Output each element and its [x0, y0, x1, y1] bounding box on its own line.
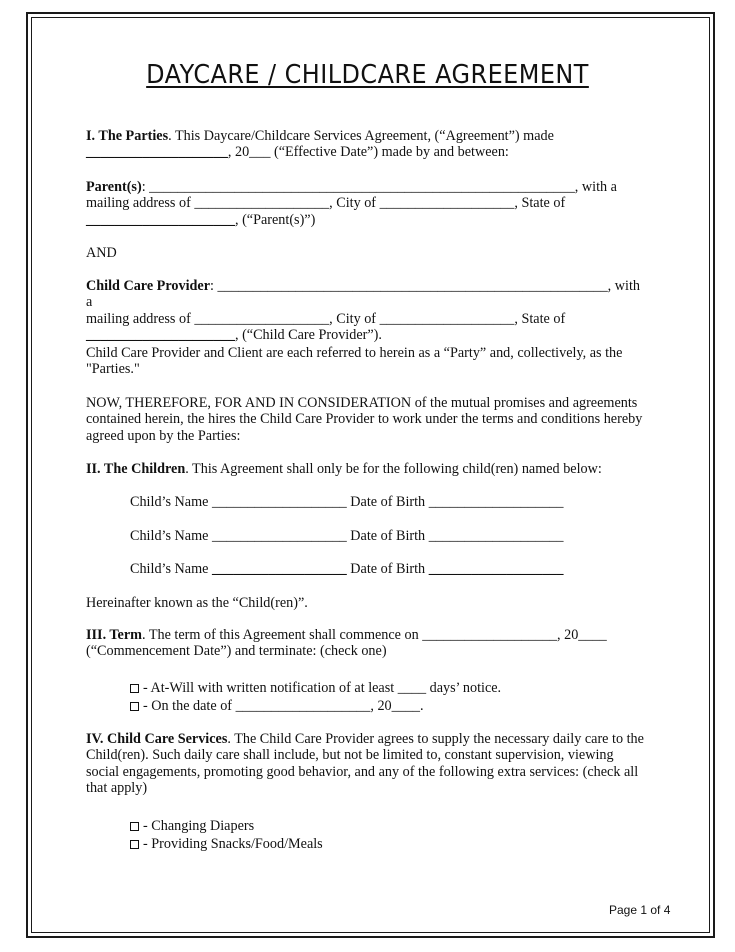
child-name-label: Child’s Name — [130, 494, 209, 510]
child-name-blank[interactable]: ___________________ — [211, 561, 347, 577]
parties-line2: , 20___ (“Effective Date”) made by and between: — [227, 144, 509, 161]
term-option-label: - At-Will with written notification of at least ____ days’ notice. — [143, 680, 502, 696]
child-row — [130, 561, 563, 577]
parent-address-line[interactable]: mailing address of ___________________, City of ___________________, State of — [86, 195, 566, 212]
service-option-snacks — [130, 836, 323, 852]
term-option-at-will — [130, 680, 501, 696]
child-dob-label: Date of Birth — [350, 561, 426, 577]
term-section — [86, 627, 646, 660]
child-dob-blank[interactable]: ___________________ — [428, 561, 564, 577]
checkbox-on-date[interactable] — [130, 702, 139, 711]
provider-section — [86, 278, 646, 344]
page-number: Page 1 of 4 — [609, 903, 671, 917]
child-row — [130, 528, 563, 544]
provider-label: Child Care Provider — [86, 278, 211, 294]
services-text: . The Child Care Provider agrees to supply the necessary daily care to the Child(ren). Such daily care shall include, but not be limited to, constant supervision, viewing social engagements, promoting good behavior, and any of the following extra services: (check all that apply) — [86, 731, 644, 797]
children-intro: . This Agreement shall only be for the following child(ren) named below: — [185, 461, 602, 477]
now-therefore: NOW, THEREFORE, FOR AND IN CONSIDERATION of the mutual promises and agreements contained herein, the hires the Child Care Provider to work under the terms and conditions hereby agreed upon by the Parties: — [86, 395, 643, 444]
and-text: AND — [86, 245, 117, 261]
term-option-date — [130, 698, 424, 714]
checkbox-diapers[interactable] — [130, 822, 139, 831]
service-option-label: - Changing Diapers — [143, 818, 255, 834]
parties-heading: I. The Parties — [86, 128, 169, 144]
term-line1[interactable]: . The term of this Agreement shall commence on ___________________, 20____ — [141, 627, 607, 643]
effective-date-blank[interactable]: ____________________ — [86, 144, 228, 161]
services-heading: IV. Child Care Services — [86, 731, 228, 747]
checkbox-at-will[interactable] — [130, 684, 139, 693]
child-name-blank[interactable]: ___________________ — [211, 494, 347, 510]
hereinafter-text: Hereinafter known as the “Child(ren)”. — [86, 595, 308, 611]
child-row — [130, 494, 563, 510]
term-line2: (“Commencement Date”) and terminate: (check one) — [86, 643, 387, 660]
parties-section — [86, 128, 646, 161]
child-name-label: Child’s Name — [130, 528, 209, 544]
parent-line1[interactable]: : ____________________________________________________________, with a — [141, 179, 617, 195]
parties-definition: Child Care Provider and Client are each referred to herein as a “Party” and, collectively, as the "Parties." — [86, 345, 623, 378]
checkbox-snacks[interactable] — [130, 840, 139, 849]
service-option-label: - Providing Snacks/Food/Meals — [143, 836, 323, 852]
parent-label: Parent(s) — [86, 179, 142, 195]
provider-state-blank[interactable]: _____________________ — [86, 327, 235, 344]
service-option-diapers — [130, 818, 254, 834]
provider-line3: , (“Child Care Provider”). — [234, 327, 382, 344]
parent-state-blank[interactable]: _____________________ — [86, 211, 235, 228]
child-name-label: Child’s Name — [130, 561, 209, 577]
child-dob-blank[interactable]: ___________________ — [428, 494, 564, 510]
children-section — [86, 461, 646, 477]
document-title: DAYCARE / CHILDCARE AGREEMENT — [146, 60, 589, 90]
child-name-blank[interactable]: ___________________ — [211, 528, 347, 544]
parties-line1: . This Daycare/Childcare Services Agreement, (“Agreement”) made — [168, 128, 554, 144]
child-dob-blank[interactable]: ___________________ — [428, 528, 564, 544]
term-heading: III. Term — [86, 627, 142, 643]
parent-line3: , (“Parent(s)”) — [234, 211, 316, 228]
children-heading: II. The Children — [86, 461, 186, 477]
provider-address-line[interactable]: mailing address of ___________________, City of ___________________, State of — [86, 310, 566, 327]
parent-section — [86, 179, 646, 228]
term-option-label: - On the date of ___________________, 20____. — [143, 698, 424, 714]
child-dob-label: Date of Birth — [350, 494, 426, 510]
child-dob-label: Date of Birth — [350, 528, 426, 544]
services-section — [86, 731, 648, 797]
provider-line1[interactable]: : _______________________________________________________, with a — [86, 278, 640, 311]
